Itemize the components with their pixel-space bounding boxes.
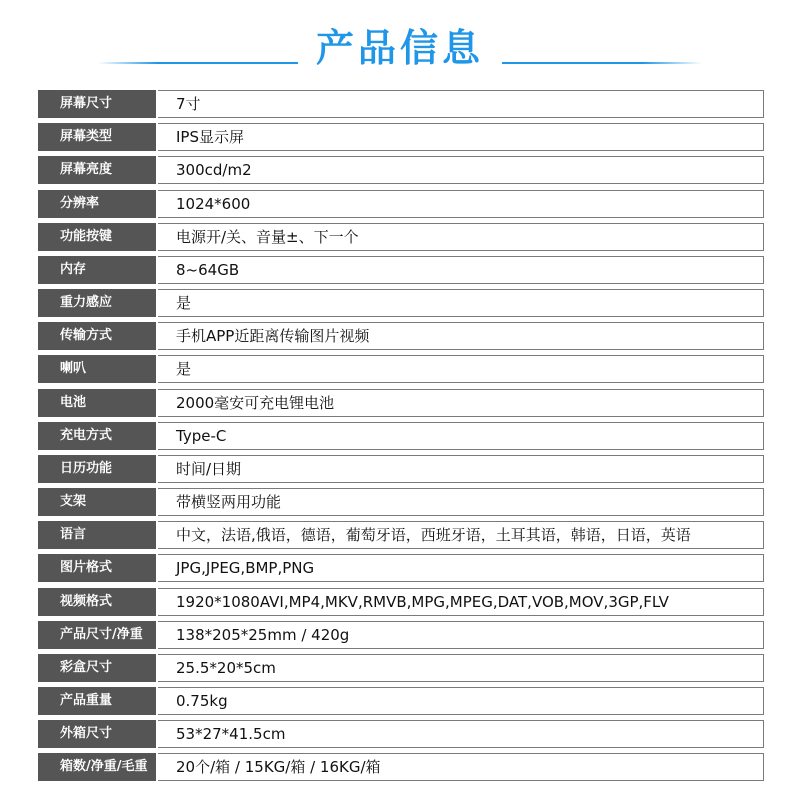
spec-label: 屏幕尺寸: [38, 90, 156, 118]
spec-value: 0.75kg: [158, 687, 764, 715]
spec-value: 是: [158, 355, 764, 383]
spec-row: [38, 455, 764, 483]
spec-value: 电源开/关、音量±、下一个: [158, 223, 764, 251]
spec-label: 箱数/净重/毛重: [38, 753, 156, 781]
spec-row: [38, 720, 764, 748]
spec-label: 屏幕亮度: [38, 156, 156, 184]
spec-row: [38, 355, 764, 383]
spec-value: 7寸: [158, 90, 764, 118]
spec-value: 时间/日期: [158, 455, 764, 483]
spec-value: IPS显示屏: [158, 123, 764, 151]
page-title: 产品信息: [315, 26, 484, 70]
spec-label: 内存: [38, 256, 156, 284]
spec-row: [38, 554, 764, 582]
spec-value: 中文，法语,俄语，德语，葡萄牙语，西班牙语，土耳其语，韩语，日语，英语: [158, 521, 764, 549]
spec-row: [38, 488, 764, 516]
spec-label: 外箱尺寸: [38, 720, 156, 748]
header-line-left: [98, 62, 298, 64]
spec-label: 功能按键: [38, 223, 156, 251]
spec-label: 日历功能: [38, 455, 156, 483]
spec-row: [38, 190, 764, 218]
spec-value: JPG,JPEG,BMP,PNG: [158, 554, 764, 582]
spec-row: [38, 422, 764, 450]
spec-row: [38, 289, 764, 317]
spec-value: 300cd/m2: [158, 156, 764, 184]
spec-row: [38, 90, 764, 118]
spec-label: 屏幕类型: [38, 123, 156, 151]
spec-row: [38, 621, 764, 649]
spec-label: 产品尺寸/净重: [38, 621, 156, 649]
spec-label: 彩盒尺寸: [38, 654, 156, 682]
spec-value: 手机APP近距离传输图片视频: [158, 322, 764, 350]
spec-row: [38, 687, 764, 715]
spec-table: [38, 90, 764, 787]
spec-value: 20个/箱 / 15KG/箱 / 16KG/箱: [158, 753, 764, 781]
spec-value: 1024*600: [158, 190, 764, 218]
spec-label: 电池: [38, 389, 156, 417]
spec-value: 是: [158, 289, 764, 317]
spec-value: 25.5*20*5cm: [158, 654, 764, 682]
spec-value: 53*27*41.5cm: [158, 720, 764, 748]
spec-value: 带横竖两用功能: [158, 488, 764, 516]
spec-row: [38, 322, 764, 350]
spec-value: 2000毫安可充电锂电池: [158, 389, 764, 417]
spec-row: [38, 654, 764, 682]
spec-label: 图片格式: [38, 554, 156, 582]
spec-value: 8~64GB: [158, 256, 764, 284]
section-header: [0, 14, 800, 78]
spec-label: 分辨率: [38, 190, 156, 218]
spec-row: [38, 156, 764, 184]
spec-value: 1920*1080AVI,MP4,MKV,RMVB,MPG,MPEG,DAT,VOB,MOV,3GP,FLV: [158, 588, 764, 616]
spec-label: 产品重量: [38, 687, 156, 715]
spec-label: 传输方式: [38, 322, 156, 350]
spec-row: [38, 256, 764, 284]
spec-label: 喇叭: [38, 355, 156, 383]
spec-row: [38, 521, 764, 549]
spec-value: 138*205*25mm / 420g: [158, 621, 764, 649]
header-line-right: [502, 62, 702, 64]
spec-row: [38, 753, 764, 781]
spec-label: 语言: [38, 521, 156, 549]
spec-label: 充电方式: [38, 422, 156, 450]
spec-row: [38, 588, 764, 616]
spec-label: 视频格式: [38, 588, 156, 616]
spec-row: [38, 389, 764, 417]
spec-row: [38, 223, 764, 251]
spec-value: Type-C: [158, 422, 764, 450]
spec-row: [38, 123, 764, 151]
spec-label: 重力感应: [38, 289, 156, 317]
spec-label: 支架: [38, 488, 156, 516]
